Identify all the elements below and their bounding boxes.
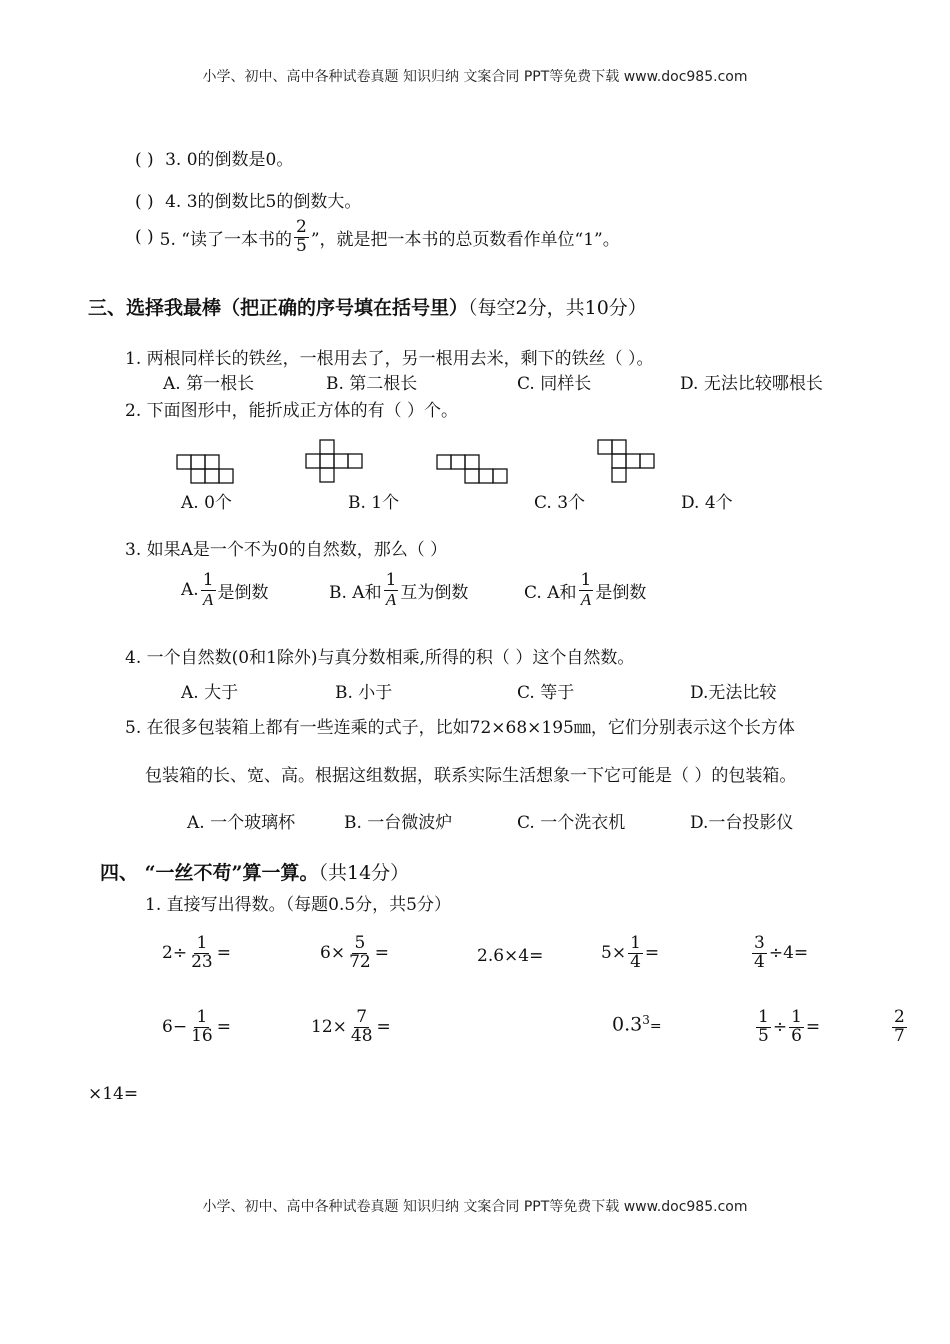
choice-q5-option-d[interactable]: D.一台投影仪 <box>690 813 794 833</box>
calc-item-5: $\frac{3}{4}$ ÷4= <box>754 933 809 972</box>
calc-item-2: 6× $\frac{5}{72}$ = <box>320 933 389 972</box>
cube-net-d <box>597 439 657 485</box>
choice-q2-option-c[interactable]: C. 3个 <box>534 493 586 513</box>
calc-item-8: $0.3^3=$ <box>612 1013 662 1036</box>
page-header: 小学、初中、高中各种试卷真题 知识归纳 文案合同 PPT等免费下载 www.doc985.com <box>202 69 748 85</box>
fraction: $\frac{2}{5}$ <box>296 217 307 256</box>
choice-q3-option-c[interactable]: C. A和 $\frac{1}{A}$ 是倒数 <box>524 570 647 609</box>
answer-paren[interactable]: ( ) <box>135 227 154 248</box>
calc-item-4: 5× $\frac{1}{4}$ = <box>601 933 660 972</box>
calc-item-6: 6− $\frac{1}{16}$ = <box>162 1007 231 1046</box>
choice-q5-option-a[interactable]: A. 一个玻璃杯 <box>187 813 296 833</box>
choice-q2-text: 2. 下面图形中，能折成正方体的有（ ）个。 <box>125 401 459 421</box>
choice-q4-text: 4. 一个自然数(0和1除外)与真分数相乘,所得的积（ ）这个自然数。 <box>125 648 635 668</box>
fraction-one-over-a: $\frac{1}{A}$ <box>580 570 592 609</box>
calc-item-7: 12× $\frac{7}{48}$ = <box>311 1007 391 1046</box>
choice-q1-option-d[interactable]: D. 无法比较哪根长 <box>680 374 823 394</box>
page-footer: 小学、初中、高中各种试卷真题 知识归纳 文案合同 PPT等免费下载 www.doc985.com <box>202 1199 748 1215</box>
choice-q3-option-b[interactable]: B. A和 $\frac{1}{A}$ 互为倒数 <box>329 570 469 609</box>
question-text: 3. 0的倒数是0。 <box>165 150 294 170</box>
choice-q2-option-a[interactable]: A. 0个 <box>181 493 232 513</box>
choice-q4-option-c[interactable]: C. 等于 <box>517 683 575 703</box>
cube-net-b <box>305 439 365 485</box>
calc-item-3: 2.6×4= <box>477 946 544 966</box>
calc-item-10-continuation: ×14= <box>88 1084 139 1104</box>
calc-item-1: 2÷ $\frac{1}{23}$ = <box>162 933 231 972</box>
choice-q5-line2: 包装箱的长、宽、高。根据这组数据，联系实际生活想象一下它可能是（ ）的包装箱。 <box>145 766 797 786</box>
judge-item-5 <box>135 219 620 256</box>
choice-q3-text: 3. 如果A是一个不为0的自然数，那么（ ） <box>125 540 448 560</box>
choice-q2-option-d[interactable]: D. 4个 <box>681 493 733 513</box>
judge-item-4 <box>135 187 361 212</box>
question-text: 4. 3的倒数比5的倒数大。 <box>165 192 362 212</box>
choice-q3-option-a[interactable]: A. $\frac{1}{A}$ 是倒数 <box>181 570 269 609</box>
answer-paren[interactable]: ( ) <box>135 192 154 212</box>
choice-q1-option-c[interactable]: C. 同样长 <box>517 374 592 394</box>
choice-q5-option-c[interactable]: C. 一个洗衣机 <box>517 813 626 833</box>
cube-net-a <box>176 454 236 486</box>
choice-q5-line1: 5. 在很多包装箱上都有一些连乘的式子，比如72×68×195㎜，它们分别表示这个长方体 <box>125 718 795 738</box>
answer-paren[interactable]: ( ) <box>135 150 154 170</box>
choice-q5-option-b[interactable]: B. 一台微波炉 <box>344 813 453 833</box>
judge-item-3 <box>135 145 293 170</box>
question-text-post: ”，就是把一本书的总页数看作单位“1”。 <box>310 229 620 250</box>
choice-q1-text: 1. 两根同样长的铁丝，一根用去了，另一根用去米，剩下的铁丝（ ）。 <box>125 349 654 369</box>
question-text-pre: 5. “读了一本书的 <box>159 229 292 250</box>
choice-q2-option-b[interactable]: B. 1个 <box>348 493 400 513</box>
fraction-one-over-a: $\frac{1}{A}$ <box>385 570 397 609</box>
choice-q1-option-b[interactable]: B. 第二根长 <box>326 374 418 394</box>
section-4-sub1: 1. 直接写出得数。（每题0.5分，共5分） <box>145 895 451 915</box>
calc-item-9: $\frac{1}{5}$ ÷ $\frac{1}{6}$ = <box>758 1007 821 1046</box>
calc-item-10-fraction: $\frac{2}{7}$ <box>894 1007 905 1046</box>
choice-q4-option-b[interactable]: B. 小于 <box>335 683 393 703</box>
cube-net-c <box>436 454 510 486</box>
section-4-heading: 四、 “一丝不苟”算一算。（共14分） <box>100 862 410 884</box>
choice-q4-option-d[interactable]: D.无法比较 <box>690 683 777 703</box>
section-3-heading: 三、选择我最棒（把正确的序号填在括号里）（每空2分，共10分） <box>88 297 647 319</box>
fraction-one-over-a: $\frac{1}{A}$ <box>202 570 214 609</box>
choice-q4-option-a[interactable]: A. 大于 <box>181 683 239 703</box>
choice-q1-option-a[interactable]: A. 第一根长 <box>163 374 255 394</box>
